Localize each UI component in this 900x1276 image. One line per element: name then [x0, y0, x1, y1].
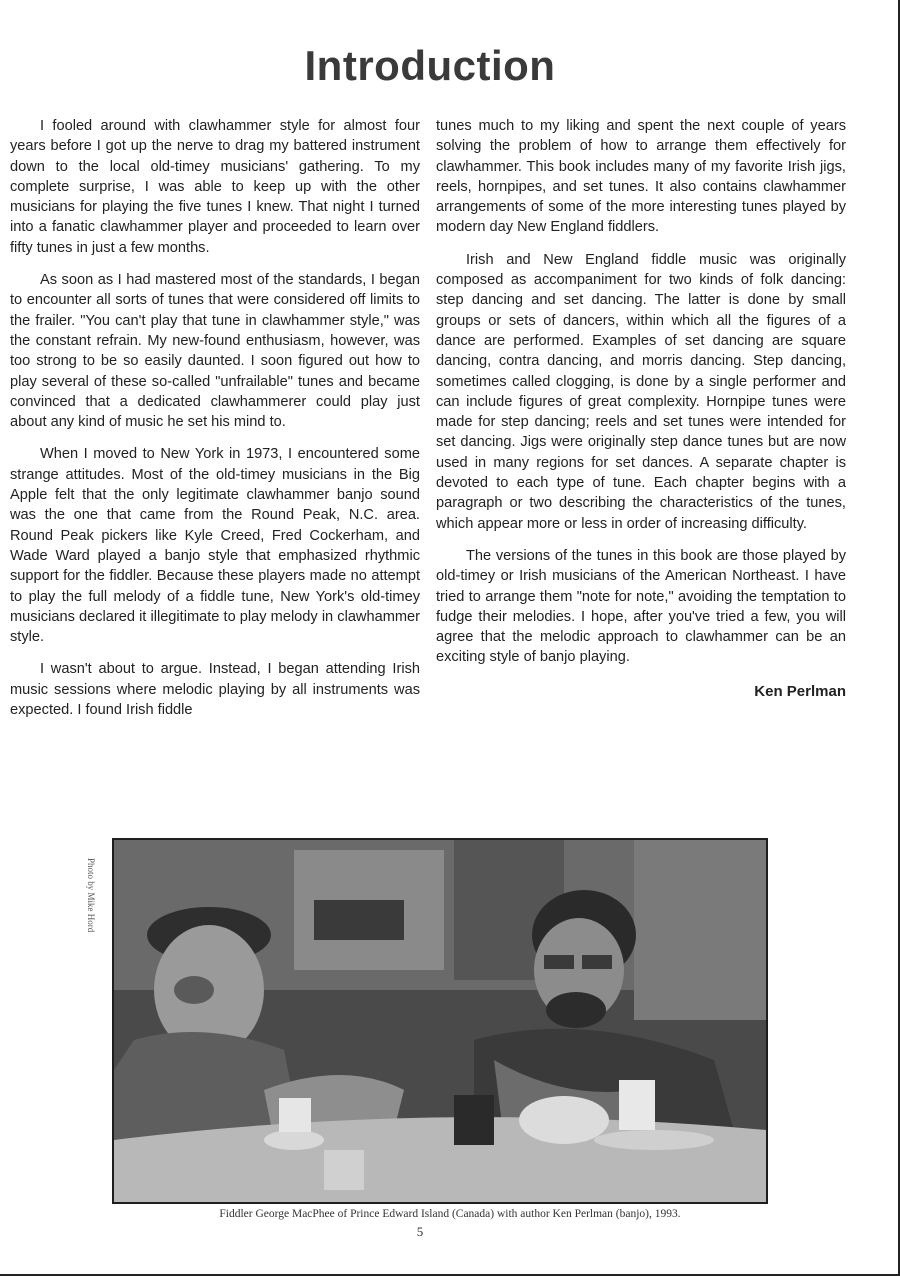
photo-illustration	[114, 840, 766, 1202]
author-signature: Ken Perlman	[754, 682, 846, 700]
photo-caption: Fiddler George MacPhee of Prince Edward Island (Canada) with author Ken Perlman (banjo), 1993.	[219, 1208, 681, 1220]
right-column	[436, 116, 846, 702]
left-column	[10, 116, 420, 732]
paragraph: As soon as I had mastered most of the standards, I began to encounter all sorts of tunes that were considered off limits to the frailer. "You can't play that tune in clawhammer style," was the constant refrain. My new-found enthusiasm, however, was too strong to be so easily daunted. I soon figured out how to play several of these so-called "unfrailable" tunes and became convinced that a dedicated clawhammerer could play just about any kind of music he set his mind to.	[10, 272, 420, 431]
photo-credit: Photo by Mike Hord	[86, 858, 96, 933]
paragraph: I wasn't about to argue. Instead, I began attending Irish music sessions where melodic playing by all instruments was expected. I found Irish fiddle	[10, 661, 420, 719]
paragraph: I fooled around with clawhammer style for almost four years before I got up the nerve to drag my battered instrument down to the local old-timey musicians' gathering. To my complete surprise, I was able to keep up with the other musicians for playing the five tunes I knew. That night I turned into a fanatic clawhammer player and proceeded to learn over fifty tunes in just a few months.	[10, 118, 420, 256]
paragraph: Irish and New England fiddle music was originally composed as accompaniment for two kinds of folk dancing: step dancing and set dancing. The latter is done by small groups or sets of dancers, within which all the figures of a dance are performed. Examples of set dancing are square dancing, contra dancing, and morris dancing. Step dancing, sometimes called clogging, is done by a single performer and can include figures of great complexity. Hornpipe tunes were made for step dancing; reels and set tunes were intended for set dancing. Jigs were originally step dance tunes but are now used in many regions for set dances. A separate chapter is devoted to each type of tune. Each chapter begins with a paragraph or two describing the characteristics of the tunes, which appear more or less in order of increasing difficulty.	[436, 251, 846, 532]
page-title: Introduction	[304, 42, 556, 89]
paragraph: tunes much to my liking and spent the next couple of years solving the problem of how to arrange them effectively for clawhammer. This book includes many of my favorite Irish jigs, reels, hornpipes, and set tunes. It also contains clawhammer arrangements of some of the more interesting tunes played by modern day New England fiddlers.	[436, 118, 846, 236]
paragraph: The versions of the tunes in this book are those played by old-timey or Irish musicians of the American Northeast. I have tried to arrange them "note for note," avoiding the temptation to fudge their melodies. I hope, after you've tried a few, you will agree that the melodic approach to clawhammer can be an exciting style of banjo playing.	[436, 547, 846, 666]
page-number: 5	[416, 1224, 424, 1239]
paragraph: When I moved to New York in 1973, I encountered some strange attitudes. Most of the old-timey musicians in the Big Apple felt that the only legitimate clawhammer banjo sound was the one that came from the Round Peak, N.C. area. Round Peak pickers like Kyle Creed, Fred Cockerham, and Wade Ward played a banjo style that emphasized rhythmic support for the fiddler. Because these players made no attempt to play the full melody of a fiddle tune, New York's old-timey musicians declared it illegitimate to play melody in clawhammer style.	[10, 446, 420, 646]
photo-musicians	[112, 838, 768, 1204]
